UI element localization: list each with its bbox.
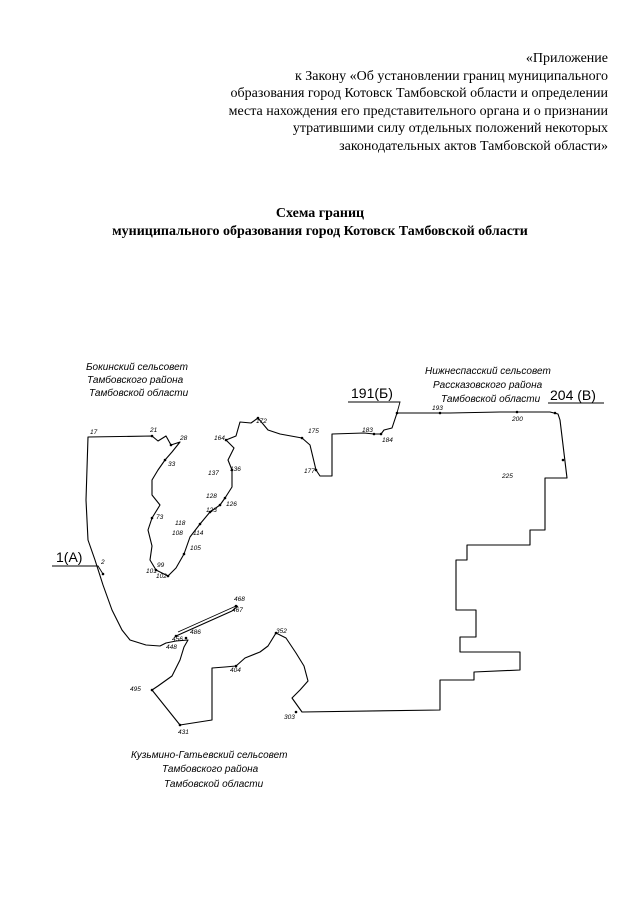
leader-line-1a <box>52 566 103 574</box>
enclave-strip <box>176 606 238 636</box>
point-label: 431 <box>178 729 189 736</box>
region-label-line: Нижнеспасский сельсовет <box>425 366 551 377</box>
point-label: 105 <box>190 545 201 552</box>
point-label: 172 <box>256 418 267 425</box>
point-label: 177 <box>304 468 315 475</box>
leader-line-191b <box>348 402 400 413</box>
point-label: 123 <box>206 507 217 514</box>
region-label-line: Рассказовского района <box>433 380 543 391</box>
point-label: 467 <box>232 607 243 614</box>
region-label-line: Тамбовского района <box>87 375 184 386</box>
point-label: 225 <box>502 473 513 480</box>
region-label-line: Тамбовской области <box>164 779 264 790</box>
point-label: 126 <box>226 501 237 508</box>
region-bokino-label <box>86 362 189 399</box>
marker-191b: 191(Б) <box>351 385 393 401</box>
point-label: 184 <box>382 437 393 444</box>
appendix-line: законодательных актов Тамбовской области» <box>339 138 608 154</box>
region-label-line: Кузьмино-Гатьевский сельсовет <box>131 750 288 761</box>
point-label: 183 <box>362 427 373 434</box>
point-label: 136 <box>230 466 241 473</box>
point-label: 495 <box>130 686 141 693</box>
point-label: 468 <box>234 596 245 603</box>
point-label: 17 <box>90 429 98 436</box>
point-label: 175 <box>308 428 319 435</box>
appendix-line: утратившими силу отдельных положений некоторых <box>292 121 608 136</box>
region-label-line: Тамбовской области <box>89 388 189 399</box>
point-label: 404 <box>230 667 241 674</box>
point-label: 164 <box>214 435 225 442</box>
point-label: 73 <box>156 514 164 521</box>
region-label-line: Тамбовского района <box>162 764 259 775</box>
region-label-line: Тамбовской области <box>441 394 541 405</box>
point-label: 128 <box>206 493 217 500</box>
point-label: 101 <box>146 568 157 575</box>
appendix-line: образования город Котовск Тамбовской области и определении <box>230 86 608 101</box>
enclave-strip-2 <box>178 606 236 632</box>
point-label: 118 <box>175 520 186 527</box>
point-label: 108 <box>172 530 183 537</box>
point-label: 99 <box>157 562 165 569</box>
point-label: 33 <box>168 461 176 468</box>
marker-204v: 204 (В) <box>550 387 596 403</box>
point-label: 303 <box>284 714 295 721</box>
appendix-line: «Приложение <box>525 51 608 66</box>
point-label: 486 <box>190 629 201 636</box>
point-label: 21 <box>150 427 158 434</box>
region-kuzmino-label <box>131 750 287 790</box>
point-label: 137 <box>208 470 219 477</box>
vertex-dots <box>102 411 565 727</box>
point-label: 28 <box>180 435 188 442</box>
region-label-line: Бокинский сельсовет <box>86 362 188 373</box>
marker-1a: 1(А) <box>56 549 83 565</box>
region-nizhnespassky-label <box>425 366 551 405</box>
point-label: 193 <box>432 405 443 412</box>
point-label: 456 <box>172 636 183 643</box>
point-label: 2 <box>101 559 105 566</box>
appendix-line: к Закону «Об установлении границ муниципального <box>294 68 608 84</box>
point-label: 448 <box>166 644 177 651</box>
scheme-title: Схема границ <box>275 206 365 221</box>
point-label: 200 <box>512 416 523 423</box>
point-label: 352 <box>276 628 287 635</box>
scheme-subtitle: муниципального образования город Котовск Тамбовской области <box>112 224 528 239</box>
point-label: 114 <box>193 530 204 537</box>
appendix-line: места нахождения его представительного органа и о признании <box>228 103 608 119</box>
point-label: 102 <box>156 573 167 580</box>
